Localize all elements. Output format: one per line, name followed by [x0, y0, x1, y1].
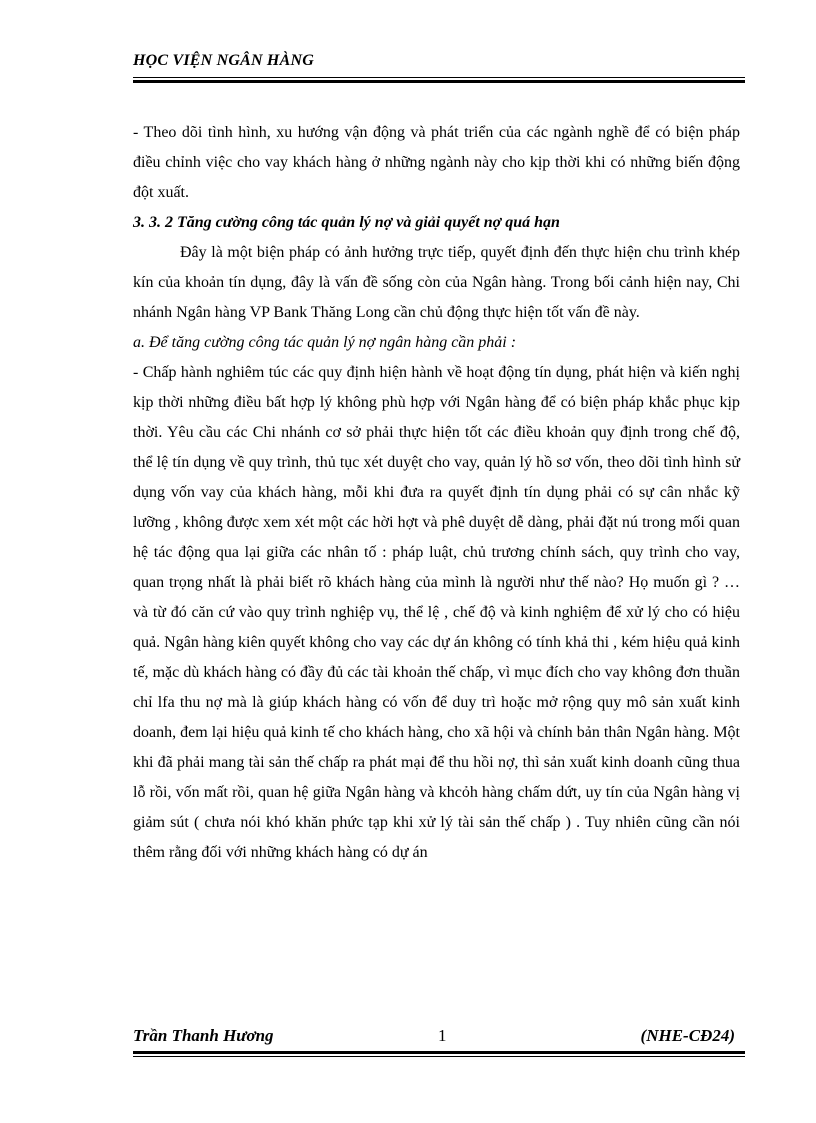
document-body — [133, 118, 740, 868]
footer-rule-thin — [133, 1056, 745, 1057]
subsection-heading: a. Để tăng cường công tác quản lý nợ ngân hàng cần phải : — [133, 334, 517, 351]
header-rule-thin — [133, 77, 745, 78]
page-number: 1 — [438, 1026, 447, 1045]
section-heading: 3. 3. 2 Tăng cường công tác quản lý nợ và giải quyết nợ quá hạn — [133, 214, 560, 231]
footer-code: (NHE-CĐ24) — [640, 1026, 735, 1045]
paragraph-intro: Đây là một biện pháp có ảnh hưởng trực tiếp, quyết định đến thực hiện chu trình khép kín của khoản tín dụng, đây là vấn đề sống còn của Ngân hàng. Trong bối cảnh hiện nay, Chi nhánh Ngân hàng VP Bank Thăng Long cần chủ động thực hiện tốt vấn đề này. — [133, 244, 740, 321]
paragraph-monitoring: - Theo dõi tình hình, xu hướng vận động và phát triển của các ngành nghề để có biện pháp điều chỉnh việc cho vay khách hàng ở những ngành này cho kịp thời khi có những biến động đột xuất. — [133, 124, 740, 201]
header-title: HỌC VIỆN NGÂN HÀNG — [133, 52, 314, 69]
footer-author: Trần Thanh Hương — [133, 1026, 274, 1045]
paragraph-requirements: - Chấp hành nghiêm túc các quy định hiện hành về hoạt động tín dụng, phát hiện và kiến nghị kịp thời những điều bất hợp lý không phù hợp với Ngân hàng để có biện pháp khắc phục kịp thời. Yêu cầu các Chi nhánh cơ sở phải thực hiện tốt các điều khoản quy định trong chế độ, thể lệ tín dụng về quy trình, thủ tục xét duyệt cho vay, quản lý hồ sơ vốn, theo dõi tình hình sử dụng vốn vay của khách hàng, mỗi khi đưa ra quyết định tín dụng phải có sự cân nhắc kỹ lưỡng , không được xem xét một các hời hợt và phê duyệt dễ dàng, phải đặt nú trong mối quan hệ tác động qua lại giữa các nhân tố : pháp luật, chủ trương chính sách, quy trình cho vay, quan trọng nhất là phải biết rõ khách hàng của mình là người như thế nào? Họ muốn gì ? … và từ đó căn cứ vào quy trình nghiệp vụ, thể lệ , chế độ và kinh nghiệm để xử lý cho có hiệu quả. Ngân hàng kiên quyết không cho vay các dự án không có tính khả thi , kém hiệu quả kinh tế, mặc dù khách hàng có đầy đủ các tài khoản thế chấp, vì mục đích cho vay không đơn thuần chỉ lfa thu nợ mà là giúp khách hàng có vốn để duy trì hoặc mở rộng quy mô sản xuất kinh doanh, đem lại hiệu quả kinh tế cho khách hàng, cho xã hội và chính bản thân Ngân hàng. Một khi đã phải mang tài sản thế chấp ra phát mại để thu hồi nợ, thì sản xuất kinh doanh cũng thua lỗ rồi, vốn mất rồi, quan hệ giữa Ngân hàng và khcỏh hàng chấm dứt, uy tín của Ngân hàng vị giảm sút ( chưa nói khó khăn phức tạp khi xử lý tài sản thế chấp ) . Tuy nhiên cũng cần nói thêm rằng đối với những khách hàng có dự án — [133, 364, 740, 861]
header-rule-thick — [133, 80, 745, 83]
footer-line — [133, 1026, 745, 1052]
